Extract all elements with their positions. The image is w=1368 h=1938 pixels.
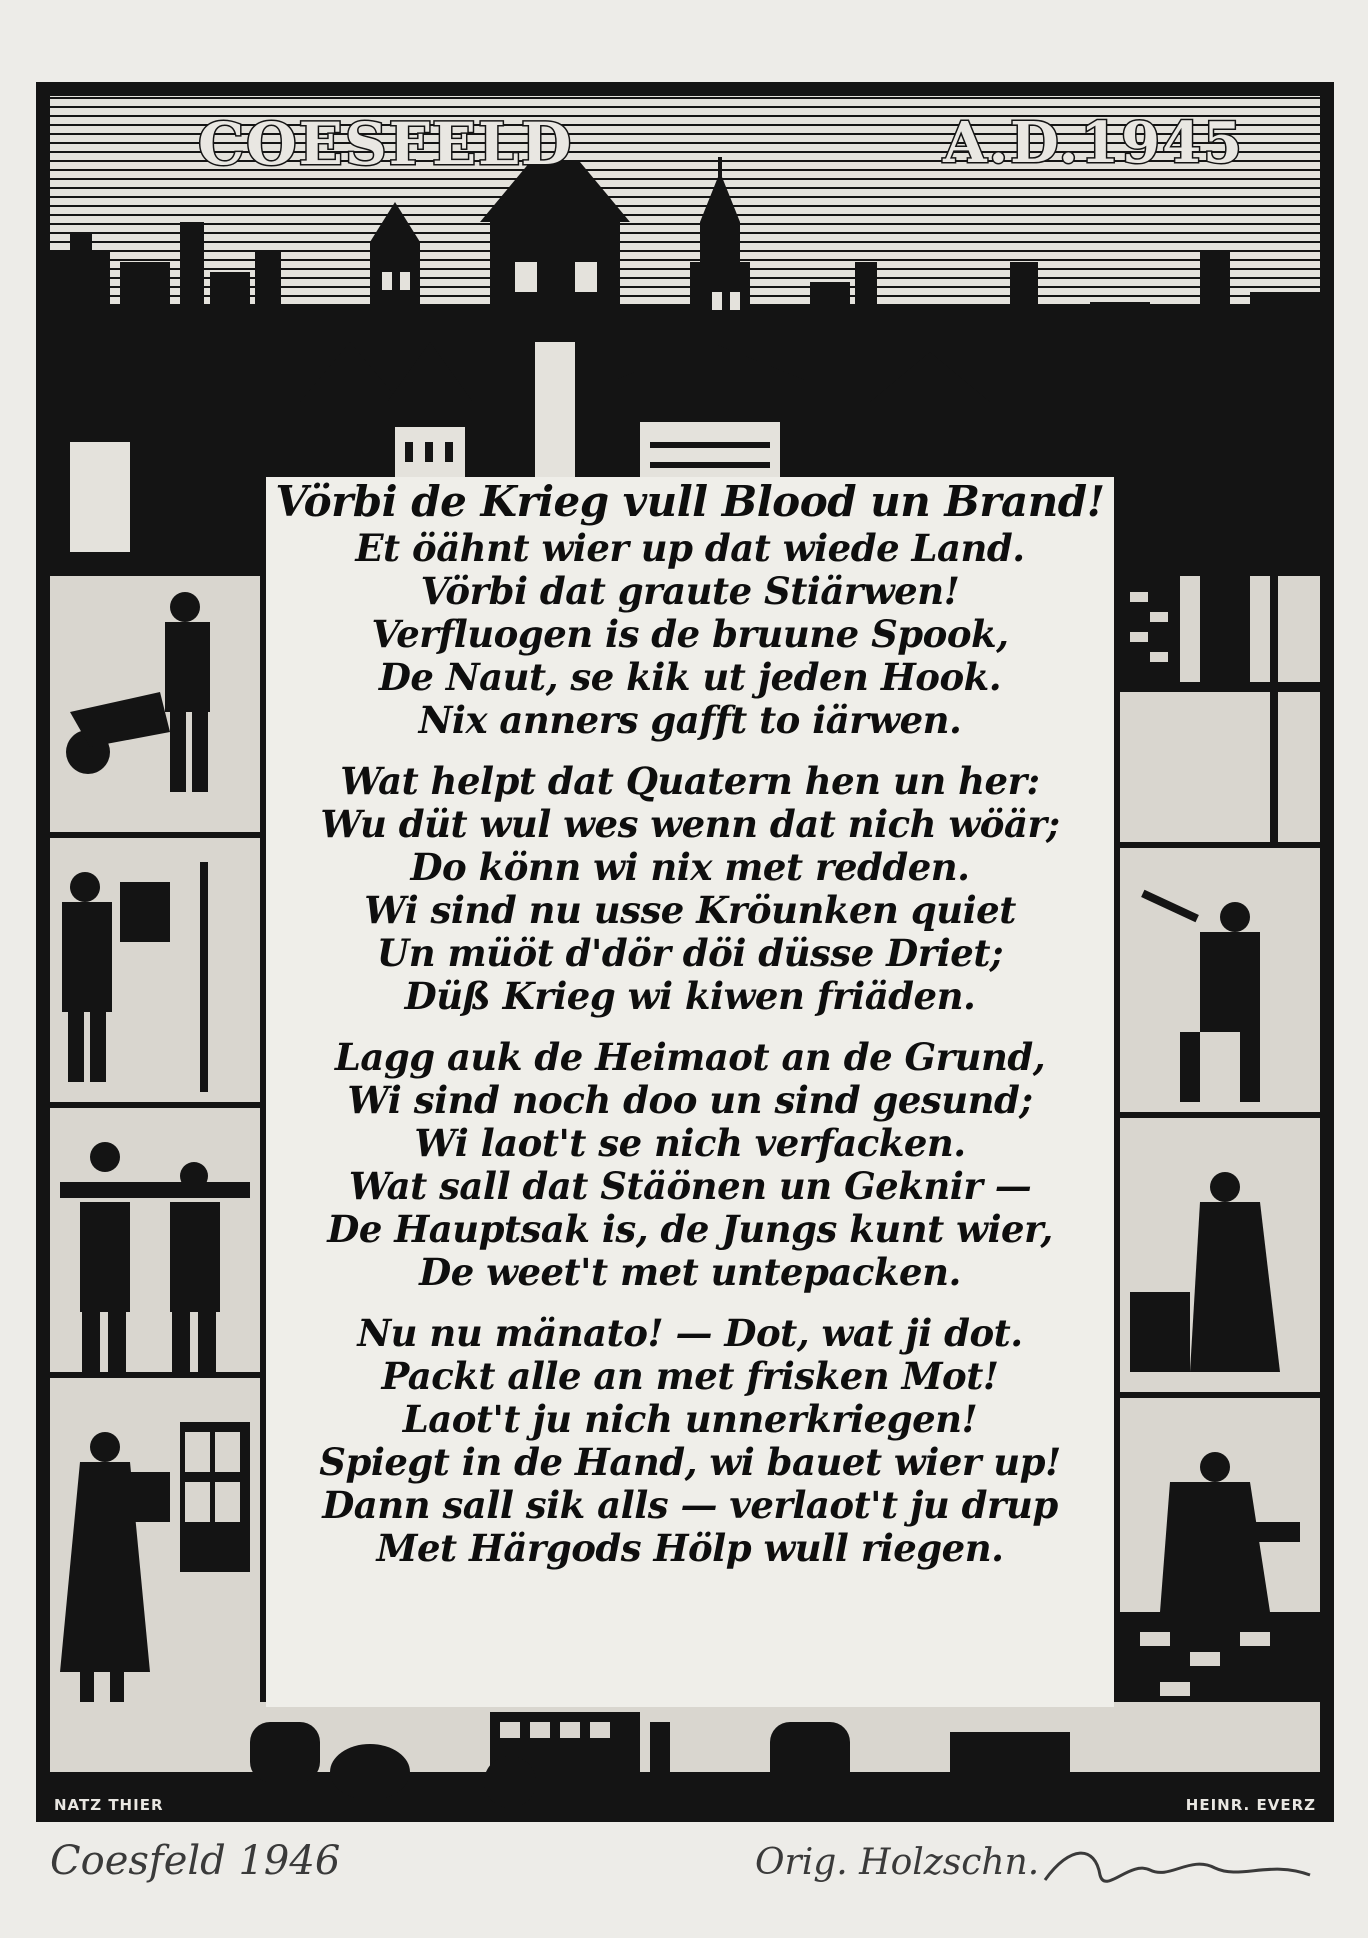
- date-heading: A.D.1945: [943, 110, 1244, 176]
- stanza-gap: [266, 742, 1114, 760]
- poem-panel: [266, 477, 1114, 1707]
- poem-line: Wi laot't se nich verfacken.: [414, 1121, 966, 1165]
- handwritten-note: Orig. Holzschn.: [755, 1842, 1040, 1883]
- signature-scribble: [1040, 1840, 1320, 1900]
- poem-line: Un müöt d'dör döi düsse Driet;: [376, 931, 1004, 975]
- poem-line: Do könn wi nix met redden.: [410, 845, 970, 889]
- poem-line: Vörbi dat graute Stiärwen!: [420, 569, 960, 613]
- poem-line: Met Härgods Hölp wull riegen.: [376, 1526, 1004, 1570]
- poem-line: De weet't met untepacken.: [419, 1250, 961, 1294]
- poem-line: Spiegt in de Hand, wi bauet wier up!: [319, 1440, 1061, 1484]
- poem-line: Et öähnt wier up dat wiede Land.: [355, 526, 1025, 570]
- poem-line: Nu nu mänato! — Dot, wat ji dot.: [357, 1311, 1023, 1355]
- right-workers-illustration: [1120, 572, 1320, 1752]
- poem-line: De Hauptsak is, de Jungs kunt wier,: [327, 1207, 1053, 1251]
- woodcut-print: [36, 82, 1334, 1822]
- poem-line: Packt alle an met frisken Mot!: [381, 1354, 999, 1398]
- stanza-gap: [266, 1294, 1114, 1312]
- poem-line: Wi sind nu usse Kröunken quiet: [364, 888, 1016, 932]
- bottom-workers-illustration: [50, 1702, 1320, 1810]
- poem-text: [266, 477, 1114, 1570]
- poem-line: Lagg auk de Heimaot an de Grund,: [334, 1035, 1046, 1079]
- poem-line: Laot't ju nich unnerkriegen!: [402, 1397, 978, 1441]
- poem-line: Nix anners gafft to iärwen.: [418, 698, 962, 742]
- left-workers-illustration: [50, 572, 260, 1752]
- poem-line: Wat sall dat Stäönen un Geknir —: [348, 1164, 1032, 1208]
- poem-line: Dann sall sik alls — verlaot't ju drup: [322, 1483, 1058, 1527]
- place-heading: COESFELD: [198, 110, 574, 178]
- poem-line: Wu düt wul wes wenn dat nich wöär;: [320, 802, 1060, 846]
- handwritten-place-date: Coesfeld 1946: [50, 1838, 341, 1884]
- poem-line: Düß Krieg wi kiwen friäden.: [404, 974, 976, 1018]
- artist-credit-right: HEINR. EVERZ: [1182, 1796, 1320, 1814]
- poem-line: Vörbi de Krieg vull Blood un Brand!: [275, 477, 1105, 526]
- poem-line: Wi sind noch doo un sind gesund;: [347, 1078, 1033, 1122]
- poem-line: De Naut, se kik ut jeden Hook.: [378, 655, 1002, 699]
- artist-credit-left: NATZ THIER: [50, 1796, 168, 1814]
- poem-line: Verfluogen is de bruune Spook,: [371, 612, 1009, 656]
- stanza-gap: [266, 1018, 1114, 1036]
- poem-line: Wat helpt dat Quatern hen un her:: [340, 759, 1040, 803]
